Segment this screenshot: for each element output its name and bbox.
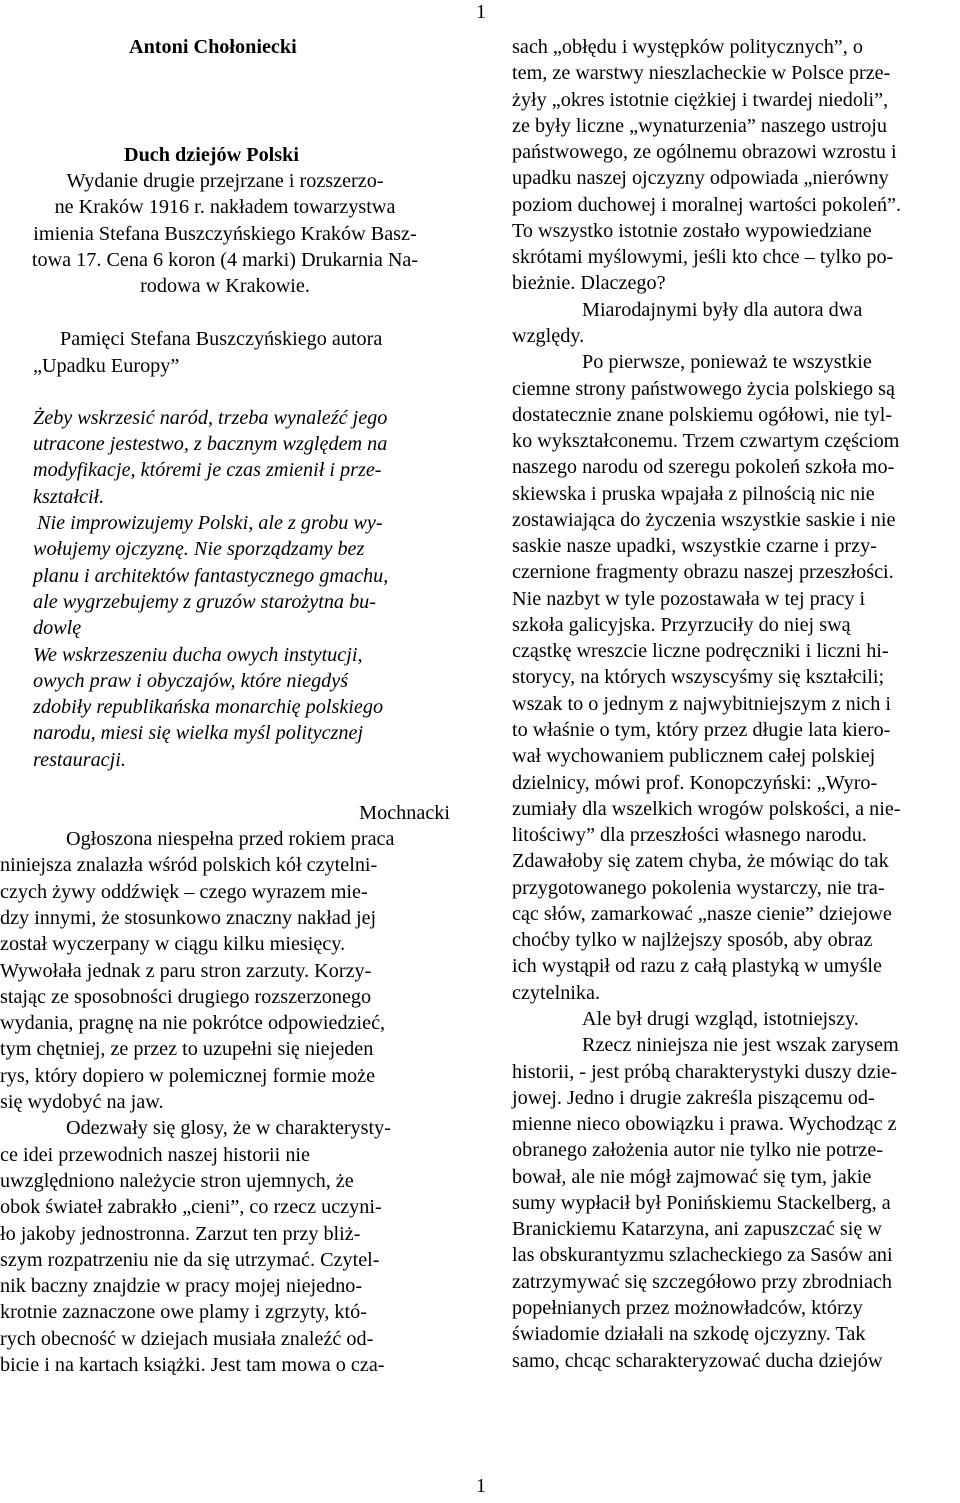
body-line: Branickiemu Katarzyna, ani zapuszczać się w <box>512 1218 882 1240</box>
page-number-bottom: 1 <box>476 1475 486 1497</box>
body-line: czernione fragmenty obrazu naszej przeszłości. <box>512 561 894 583</box>
body-line: ciemne strony państwowego życia polskiego są <box>512 378 895 400</box>
motto-line: modyfikacje, któremi je czas zmienił i prze- <box>33 459 382 481</box>
body-line: zumiały dla wszelkich wrogów polskości, a nie- <box>512 798 901 820</box>
body-line: skiewska i pruska wpajała z pilnością nic nie <box>512 483 875 505</box>
body-line: skrótami myślowymi, jeśli kto chce – tylko po- <box>512 246 894 268</box>
body-line: tem, ze warstwy nieszlacheckie w Polsce prze- <box>512 62 891 84</box>
body-line: się wydobyć na jaw. <box>0 1091 164 1113</box>
body-line: zostawiająca do życzenia wszystkie saskie i nie <box>512 509 896 531</box>
body-line: czych żywy oddźwięk – czego wyrazem mie- <box>0 881 368 903</box>
body-line: sumy wypłacił był Ponińskiemu Stackelberg, a <box>512 1192 891 1214</box>
author-name: Antoni Chołoniecki <box>129 36 297 58</box>
body-line: Po pierwsze, ponieważ te wszystkie <box>582 351 872 373</box>
motto-line: restauracji. <box>33 749 126 771</box>
body-line: obok świateł zabrakło „cieni”, co rzecz uczyni- <box>0 1196 382 1218</box>
body-line: ło jakoby jednostronna. Zarzut ten przy bliż- <box>0 1223 361 1245</box>
body-line: Wywołała jednak z paru stron zarzuty. Korzy- <box>0 960 372 982</box>
body-line: Miarodajnymi były dla autora dwa <box>582 299 863 321</box>
body-line: to właśnie o tym, który przez długie lata kiero- <box>512 719 891 741</box>
body-line: ko wykształconemu. Trzem czwartym częściom <box>512 430 900 452</box>
body-line: żyły „okres istotnie ciężkiej i twardej niedoli”, <box>512 89 889 111</box>
body-line: dostatecznie znane polskiemu ogółowi, nie tyl- <box>512 404 893 426</box>
body-line: nik baczny znajdzie w pracy mojej niejedno- <box>0 1275 363 1297</box>
dedication-line: Pamięci Stefana Buszczyńskiego autora <box>60 328 383 350</box>
body-line: historii, - jest próbą charakterystyki duszy dzie- <box>512 1061 898 1083</box>
body-line: Ale był drugi wzgląd, istotniejszy. <box>582 1008 859 1030</box>
edition-line: imienia Stefana Buszczyńskiego Kraków Basz- <box>33 223 417 245</box>
body-line: wał wychowaniem publicznem całej polskiej <box>512 745 876 767</box>
motto-line: We wskrzeszeniu ducha owych instytucji, <box>33 644 363 666</box>
body-line: mienne nieco obowiązku i prawa. Wychodząc z <box>512 1113 897 1135</box>
body-line: bował, ale nie mógł zajmować się tym, jakie <box>512 1166 872 1188</box>
body-line: rys, który dopiero w polemicznej formie może <box>0 1065 376 1087</box>
body-line: Nie nazbyt w tyle pozostawała w tej pracy i <box>512 588 866 610</box>
body-line: Ogłoszona niespełna przed rokiem praca <box>66 828 395 850</box>
body-line: szym rozpatrzeniu nie da się utrzymać. Czytel- <box>0 1249 380 1271</box>
body-line: krotnie zaznaczone owe plamy i zgrzyty, któ- <box>0 1301 367 1323</box>
body-line: przygotowanego pokolenia wystarczy, nie tra- <box>512 877 885 899</box>
body-line: dzielnicy, mówi prof. Konopczyński: „Wyro- <box>512 772 878 794</box>
body-line: popełnianych przez możnowładców, którzy <box>512 1297 863 1319</box>
body-line: stając ze sposobności drugiego rozszerzonego <box>0 986 372 1008</box>
body-line: bicie i na kartach książki. Jest tam mowa o cza- <box>0 1354 385 1376</box>
page-number-top: 1 <box>476 1 486 23</box>
body-line: dzy innymi, że stosunkowo znaczny nakład jej <box>0 907 377 929</box>
body-line: względy. <box>512 325 585 347</box>
edition-line: towa 17. Cena 6 koron (4 marki) Drukarnia Na- <box>31 249 419 271</box>
body-line: zatrzymywać się szczegółowo przy zbrodniach <box>512 1271 893 1293</box>
body-line: cząstkę wreszcie liczne podręczniki i liczni hi- <box>512 640 889 662</box>
body-line: Rzecz niniejsza nie jest wszak zarysem <box>582 1034 899 1056</box>
motto-line: utracone jestestwo, z bacznym względem na <box>33 433 388 455</box>
dedication-line: „Upadku Europy” <box>33 355 180 377</box>
body-line: wydania, pragnę na nie pokrótce odpowiedzieć, <box>0 1012 386 1034</box>
body-line: samo, chcąc scharakteryzować ducha dziejów <box>512 1350 883 1372</box>
body-line: sach „obłędu i występków politycznych”, o <box>512 36 863 58</box>
motto-author: Mochnacki <box>359 802 450 824</box>
motto-line: narodu, miesi się wielka myśl politycznej <box>33 722 364 744</box>
edition-line: rodowa w Krakowie. <box>140 275 310 297</box>
body-line: bieżnie. Dlaczego? <box>512 272 666 294</box>
edition-line: Wydanie drugie przejrzane i rozszerzo- <box>66 170 384 192</box>
body-line: tym chętniej, ze przez to uzupełni się niejeden <box>0 1038 374 1060</box>
motto-line: planu i architektów fantastycznego gmachu, <box>33 565 389 587</box>
body-line: szkoła galicyjska. Przyrzuciły do niej swą <box>512 614 851 636</box>
motto-line: owych praw i obyczajów, które niegdyś <box>33 670 349 692</box>
body-line: ze były liczne „wynaturzenia” naszego ustroju <box>512 115 887 137</box>
body-line: To wszystko istotnie zostało wypowiedziane <box>512 220 872 242</box>
edition-line: ne Kraków 1916 r. nakładem towarzystwa <box>54 196 396 218</box>
motto-line: kształcił. <box>33 486 105 508</box>
body-line: storycy, na których wszyscyśmy się kształcili; <box>512 666 885 688</box>
body-line: litościwy” dla przeszłości własnego narodu. <box>512 824 867 846</box>
body-line: ich wystąpił od razu z całą plastyką w umyśle <box>512 955 882 977</box>
body-line: upadku naszej ojczyzny odpowiada „nierówny <box>512 167 889 189</box>
body-line: Odezwały się glosy, że w charakterysty- <box>66 1117 391 1139</box>
body-line: las obskurantyzmu szlacheckiego za Sasów ani <box>512 1244 893 1266</box>
body-line: świadomie działali na szkodę ojczyzny. Tak <box>512 1323 866 1345</box>
motto-line: Nie improwizujemy Polski, ale z grobu wy- <box>37 512 383 534</box>
motto-line: dowlę <box>33 617 82 639</box>
body-line: naszego narodu od szeregu pokoleń szkoła mo- <box>512 456 895 478</box>
body-line: czytelnika. <box>512 982 600 1004</box>
motto-line: wołujemy ojczyznę. Nie sporządzamy bez <box>33 538 365 560</box>
body-line: państwowego, ze ogólnemu obrazowi wzrostu i <box>512 141 897 163</box>
body-line: poziom duchowej i moralnej wartości pokoleń”. <box>512 194 902 216</box>
body-line: niniejsza znalazła wśród polskich kół czytelni- <box>0 854 378 876</box>
body-line: cąc słów, zamarkować „nasze cienie” dziejowe <box>512 903 892 925</box>
body-line: uwzględniono należycie stron ujemnych, że <box>0 1170 354 1192</box>
motto-line: zdobiły republikańska monarchię polskiego <box>33 696 384 718</box>
motto-line: ale wygrzebujemy z gruzów starożytna bu- <box>33 591 376 613</box>
body-line: ce idei przewodnich naszej historii nie <box>0 1144 310 1166</box>
motto-line: Żeby wskrzesić naród, trzeba wynaleźć jego <box>33 407 388 429</box>
body-line: wszak to o jednym z najwybitniejszym z nich i <box>512 693 891 715</box>
body-line: saskie nasze upadki, wszystkie czarne i przy- <box>512 535 877 557</box>
body-line: choćby tylko w najlżejszy sposób, aby obraz <box>512 929 873 951</box>
body-line: Zdawałoby się zatem chyba, że mówiąc do tak <box>512 850 889 872</box>
body-line: został wyczerpany w ciągu kilku miesięcy. <box>0 933 346 955</box>
body-line: obranego założenia autor nie tylko nie potrze- <box>512 1139 884 1161</box>
body-line: rych obecność w dziejach musiała znaleźć od- <box>0 1328 374 1350</box>
book-title: Duch dziejów Polski <box>124 144 299 166</box>
body-line: jowej. Jedno i drugie zakreśla piszącemu od- <box>512 1087 875 1109</box>
